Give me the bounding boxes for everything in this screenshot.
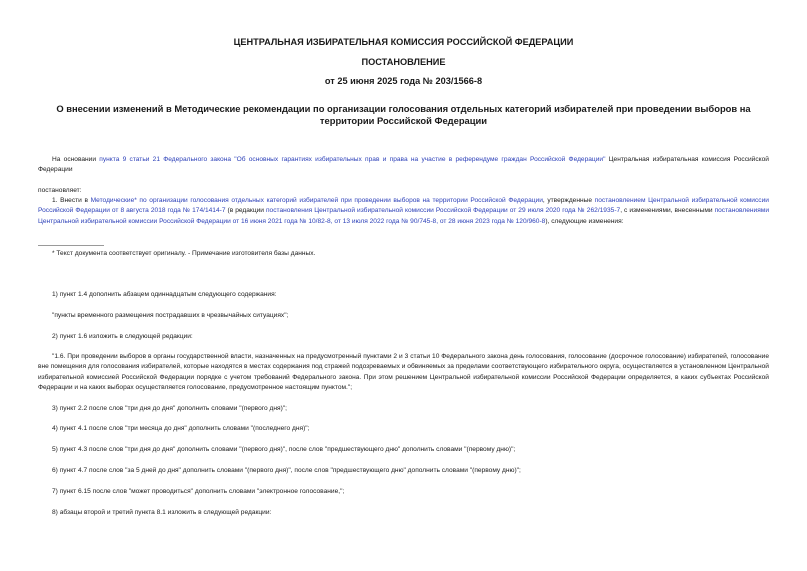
change-2: 2) пункт 1.6 изложить в следующей редакции:: [52, 333, 193, 340]
preamble-suffix: Центральная избирательная комиссия Российской Федерации: [38, 156, 769, 174]
change-3: 3) пункт 2.2 после слов "три дня до дня" дополнить словами "(первого дня)";: [52, 405, 287, 412]
document-title: О внесении изменений в Методические рекомендации по организации голосования отдельных категорий избирателей при проведении выборов на территории Российской Федерации: [56, 103, 751, 126]
item-1-text-5: ), следующие изменения:: [545, 217, 624, 225]
change-2-quote: "1.6. При проведении выборов в органы государственной власти, назначенных на предусмотренный пунктами 2 и 3 статьи 10 Федерального закона день голосования, голосование (досрочное голосование) избирателей, голосование вне помещения для голосования избирателей, которые находятся в местах содержания под стражей подозреваемых и обвиняемых за пределами соответствующего избирательного округа, осуществляется в установленном Центральной избирательной комиссией Российской Федерации порядке с учетом требований Федерального закона. При этом решением Центральной избирательной комиссии Российской Федерации определяется, в каких субъектах Российской Федерации и на каких выборах осуществляется голосование, предусмотренное настоящим пунктом.";: [38, 353, 769, 392]
law-link[interactable]: пункта 9 статьи 21 Федерального закона "Об основных гарантиях избирательных прав и права на участие в референдуме граждан Российской Федерации": [99, 156, 606, 163]
change-5: 5) пункт 4.3 после слов "три дня до дня" дополнить словами "(первого дня)", после слов "предшествующего дню" дополнить словами "(первому дню)";: [52, 446, 516, 453]
item-1-paragraph: [38, 196, 769, 227]
resolves-line: постановляет:: [38, 187, 82, 194]
item-1-text-1: 1. Внести в: [52, 197, 91, 204]
item-1-text-2: , утвержденные: [542, 197, 595, 204]
resolutions-amendments-link[interactable]: постановлениями Центральной избирательной комиссии Российской Федерации от 16 июня 2021 года № 10/82-8, от 13 июля 2022 года № 90/745-8, от 28 июня 2023 года № 120/960-8: [38, 207, 769, 225]
guidelines-link[interactable]: Методические* по организации голосования отдельных категорий избирателей при проведении выборов на территории Российской Федерации: [90, 197, 543, 204]
issuer-heading: ЦЕНТРАЛЬНАЯ ИЗБИРАТЕЛЬНАЯ КОМИССИЯ РОССИЙСКОЙ ФЕДЕРАЦИИ: [233, 37, 574, 47]
footnote-divider: [38, 245, 104, 246]
resolution-2018-link[interactable]: постановлением Центральной избирательной комиссии Российской Федерации от 8 августа 2018 года № 174/1414-7: [38, 197, 769, 215]
preamble-prefix: На основании: [52, 156, 100, 163]
resolution-2020-link[interactable]: постановления Центральной избирательной комиссии Российской Федерации от 29 июля 2020 года № 262/1935-7: [265, 207, 621, 215]
document-type: ПОСТАНОВЛЕНИЕ: [361, 57, 446, 67]
item-1-text-4: , с изменениями, внесенными: [620, 207, 715, 215]
change-7: 7) пункт 6.15 после слов "может проводиться" дополнить словами "электронное голосование,";: [52, 488, 345, 495]
preamble-paragraph: [38, 155, 769, 176]
footnote: * Текст документа соответствует оригиналу. - Примечание изготовителя базы данных.: [52, 250, 316, 257]
document-date-number: от 25 июня 2025 года № 203/1566-8: [324, 76, 483, 86]
change-1: 1) пункт 1.4 дополнить абзацем одиннадцатым следующего содержания:: [52, 291, 277, 298]
change-1-quote: "пункты временного размещения пострадавших в чрезвычайных ситуациях";: [52, 312, 289, 319]
item-1-text-3: (в редакции: [225, 207, 266, 215]
change-8: 8) абзацы второй и третий пункта 8.1 изложить в следующей редакции:: [52, 509, 272, 516]
change-4: 4) пункт 4.1 после слов "три месяца до дня" дополнить словами "(последнего дня)";: [52, 425, 310, 432]
change-6: 6) пункт 4.7 после слов "за 5 дней до дня" дополнить словами "(первого дня)", после слов "предшествующего дню" дополнить словами "(первому дню)";: [52, 467, 521, 474]
